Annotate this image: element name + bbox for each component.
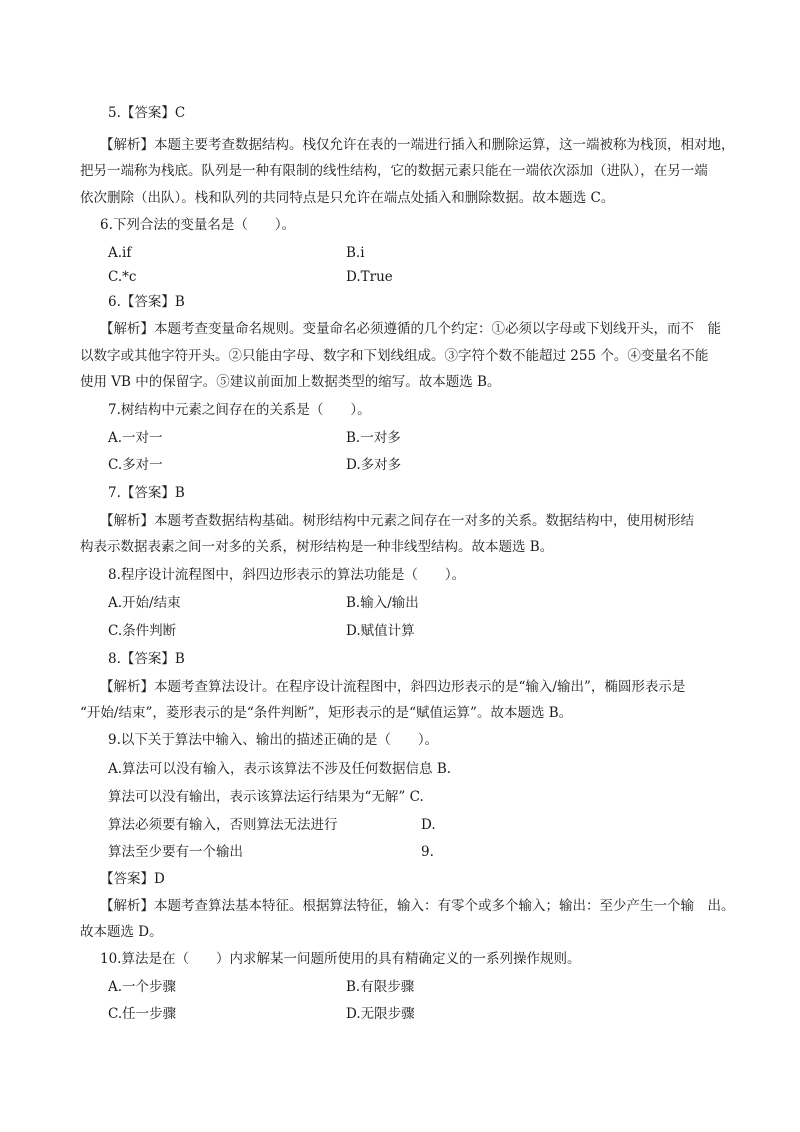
q7-answer: 7.【答案】B — [108, 485, 185, 501]
q10-option-b: B.有限步骤 — [346, 979, 415, 995]
q6-option-d: D.True — [346, 269, 393, 285]
q9-options-line: 算法可以没有输出，表示该算法运行结果为“无解” C. — [108, 789, 424, 805]
q9-analysis-line: 【解析】本题考查算法基本特征。根据算法特征，输入：有零个或多个输入；输出：至少产生一个输 出。 — [100, 898, 735, 914]
q6-option-c: C.*c — [108, 269, 137, 285]
q7-option-a: A.一对一 — [108, 430, 163, 446]
q8-option-c: C.条件判断 — [108, 623, 177, 639]
q9-options-label: D. — [421, 817, 436, 833]
q7-analysis-line: 【解析】本题考查数据结构基础。树形结构中元素之间存在一对多的关系。数据结构中，使用树形结 — [100, 513, 694, 529]
q10-stem: 10.算法是在（ ）内求解某一问题所使用的具有精确定义的一系列操作规则。 — [100, 951, 581, 967]
q6-option-a: A.if — [108, 245, 132, 261]
q8-answer: 8.【答案】B — [108, 651, 185, 667]
q6-analysis-line: 以数字或其他字符开头。②只能由字母、数字和下划线组成。③字符个数不能超过 255 个。④变量名不能 — [80, 348, 709, 364]
q9-answer: 【答案】D — [100, 871, 165, 887]
q5-answer: 5.【答案】C — [108, 105, 186, 121]
q7-option-b: B.一对多 — [346, 430, 401, 446]
q9-analysis-line: 故本题选 D。 — [80, 924, 163, 940]
q8-stem: 8.程序设计流程图中，斜四边形表示的算法功能是（ ）。 — [108, 567, 466, 583]
q9-options-line: 算法至少要有一个输出 — [108, 844, 243, 860]
q8-analysis-line: “开始/结束”，菱形表示的是“条件判断”，矩形表示的是“赋值运算”。故本题选 B。 — [80, 705, 573, 721]
q8-analysis-line: 【解析】本题考查算法设计。在程序设计流程图中，斜四边形表示的是“输入/输出”，椭圆形表示是 — [100, 679, 686, 695]
q5-analysis-line: 【解析】本题主要考查数据结构。栈仅允许在表的一端进行插入和删除运算，这一端被称为栈顶，相对地， — [100, 137, 735, 153]
q7-option-d: D.多对多 — [346, 457, 402, 473]
q5-analysis-line: 把另一端称为栈底。队列是一种有限制的线性结构，它的数据元素只能在一端依次添加（进队），在另一端 — [80, 163, 708, 179]
q7-option-c: C.多对一 — [108, 457, 163, 473]
q6-analysis-line: 【解析】本题考查变量命名规则。变量命名必须遵循的几个约定：①必须以字母或下划线开头，而不 能 — [100, 321, 721, 337]
q9-options-line: 算法必须要有输入，否则算法无法进行 — [108, 817, 338, 833]
q6-answer: 6.【答案】B — [108, 294, 185, 310]
q8-option-b: B.输入/输出 — [346, 595, 419, 611]
q6-option-b: B.i — [346, 245, 365, 261]
q10-option-d: D.无限步骤 — [346, 1006, 415, 1022]
q5-analysis-line: 依次删除（出队）。栈和队列的共同特点是只允许在端点处插入和删除数据。故本题选 C。 — [80, 190, 615, 206]
q10-option-c: C.任一步骤 — [108, 1006, 177, 1022]
q9-options-line: A.算法可以没有输入，表示该算法不涉及任何数据信息 B. — [108, 761, 452, 777]
q6-stem: 6.下列合法的变量名是（ ）。 — [100, 217, 296, 233]
q6-analysis-line: 使用 VB 中的保留字。⑤建议前面加上数据类型的缩写。故本题选 B。 — [80, 374, 501, 390]
q7-stem: 7.树结构中元素之间存在的关系是（ ）。 — [108, 402, 371, 418]
q8-option-a: A.开始/结束 — [108, 595, 181, 611]
q7-analysis-line: 构表示数据表素之间一对多的关系，树形结构是一种非线型结构。故本题选 B。 — [80, 539, 554, 555]
q9-options-label: 9. — [421, 844, 434, 860]
q9-stem: 9.以下关于算法中输入、输出的描述正确的是（ ）。 — [108, 732, 439, 748]
q8-option-d: D.赋值计算 — [346, 623, 415, 639]
q10-option-a: A.一个步骤 — [108, 979, 177, 995]
